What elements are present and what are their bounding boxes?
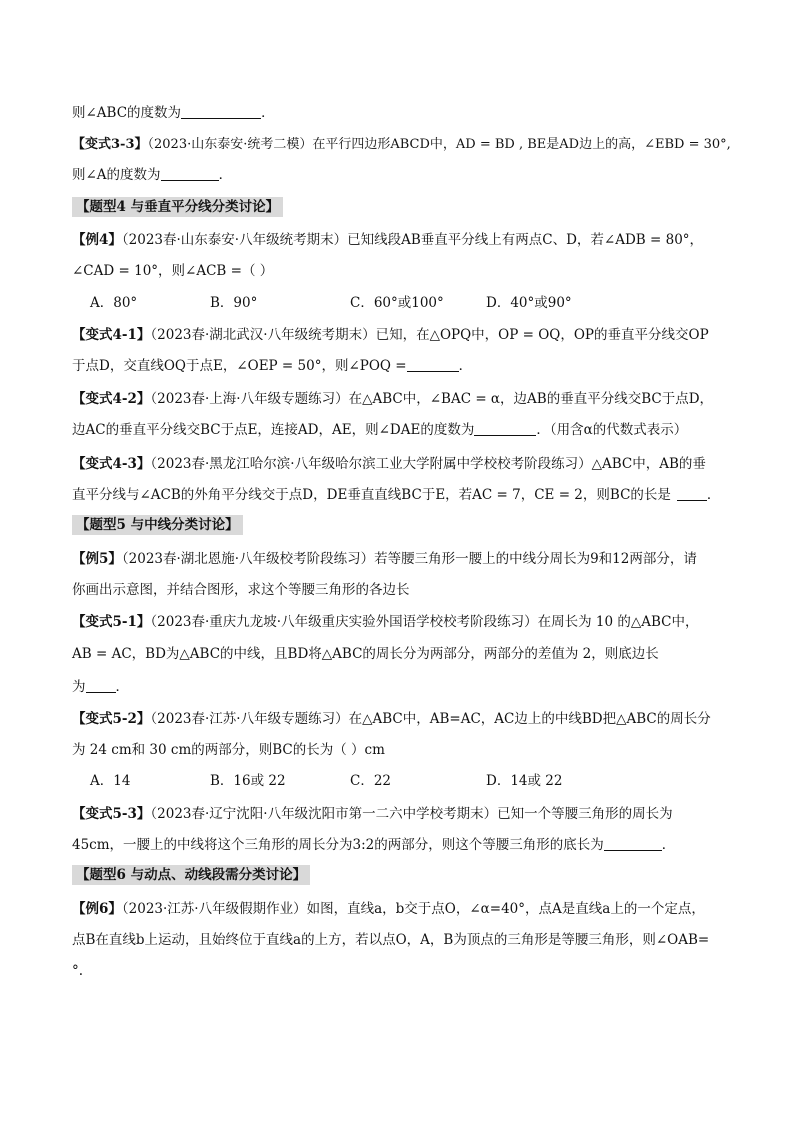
text-line xyxy=(72,581,732,599)
answer-blank xyxy=(407,357,459,372)
line-text: （2023春·湖北武汉·八年级统考期末）已知，在△OPQ中，OP = OQ，OP的垂直平分线交OP xyxy=(150,327,709,343)
question-variant-3-3 xyxy=(72,136,732,154)
option-c: C．22 xyxy=(350,773,392,789)
line-text: （2023春·江苏·八年级专题练习）在△ABC中，AB=AC，AC边上的中线BD把△ABC的周长分 xyxy=(150,711,711,727)
text-line: 于点D，交直线OQ于点E，∠OEP = 50°，则∠POQ = ． xyxy=(72,358,473,374)
question-tag: 【例4】 xyxy=(72,232,122,248)
section-header-type-6: 【题型6 与动点、动线段需分类讨论】 xyxy=(72,865,310,885)
line-text: 则∠ABC的度数为 xyxy=(72,105,182,121)
line-text: （2023春·湖北恩施·八年级校考阶段练习）若等腰三角形一腰上的中线分周长为9和12两部分，请 xyxy=(121,551,697,567)
line-text: 则∠A的度数为 xyxy=(72,167,161,183)
question-variant-5-3 xyxy=(72,805,732,823)
question-tag: 【变式5-1】 xyxy=(72,614,151,630)
line-text: （2023春·重庆九龙坡·八年级重庆实验外国语学校校考阶段练习）在周长为 10 的△ABC中， xyxy=(150,614,699,630)
text-line: 则∠ABC的度数为 ． xyxy=(72,105,275,121)
line-text: ．（用含α的代数式表示） xyxy=(536,422,688,438)
text-line xyxy=(72,645,732,663)
question-tag: 【变式5-2】 xyxy=(72,711,151,727)
question-tag: 【变式3-3】 xyxy=(72,137,148,152)
question-variant-4-3 xyxy=(72,455,732,473)
line-text: 点B在直线b上运动，且始终位于直线a的上方，若以点O，A，B为顶点的三角形是等腰三角形，则∠OAB= xyxy=(72,932,710,948)
line-text: AB = AC，BD为△ABC的中线，且BD将△ABC的周长分为两部分，两部分的差值为 2，则底边长 xyxy=(72,646,659,662)
text-line xyxy=(72,262,732,280)
option-a: A．80° xyxy=(90,295,138,311)
question-variant-5-2 xyxy=(72,710,732,728)
line-text: （2023·山东泰安·统考二模）在平行四边形ABCD中，AD = BD , BE是AD边上的高，∠EBD = 30°, xyxy=(147,137,731,152)
line-text: 为 24 cm和 30 cm的两部分，则BC的长为（ ）cm xyxy=(72,742,385,758)
text-line: 为 ． xyxy=(72,679,129,695)
text-line: 则∠A的度数为 ． xyxy=(72,167,233,183)
section-header-type-4: 【题型4 与垂直平分线分类讨论】 xyxy=(72,197,283,217)
line-text: （2023春·辽宁沈阳·八年级沈阳市第一二六中学校考期末）已知一个等腰三角形的周长为 xyxy=(150,806,673,822)
answer-blank xyxy=(474,421,536,436)
line-text: （2023春·黑龙江哈尔滨·八年级哈尔滨工业大学附属中学校校考阶段练习）△ABC中，AB的垂 xyxy=(150,456,706,472)
section-header-type-5: 【题型5 与中线分类讨论】 xyxy=(72,515,243,535)
line-text: （2023春·山东泰安·八年级统考期末）已知线段AB垂直平分线上有两点C、D，若∠ADB = 80°， xyxy=(121,232,704,248)
line-text: （2023·江苏·八年级假期作业）如图，直线a，b交于点O，∠α=40°，点A是直线a上的一个定点， xyxy=(121,901,705,917)
answer-blank xyxy=(181,104,261,119)
line-text: 边AC的垂直平分线交BC于点E，连接AD，AE，则∠DAE的度数为 xyxy=(72,422,475,438)
line-text: °. xyxy=(72,963,84,979)
line-text: 为 xyxy=(72,679,86,695)
question-tag: 【变式5-3】 xyxy=(72,806,151,822)
option-b: B．16或 22 xyxy=(210,773,286,789)
text-line xyxy=(72,962,732,980)
question-tag: 【例5】 xyxy=(72,551,122,567)
question-tag: 【变式4-2】 xyxy=(72,391,151,407)
question-example-5 xyxy=(72,550,732,568)
question-variant-4-1 xyxy=(72,326,732,344)
question-variant-5-1 xyxy=(72,613,732,631)
option-d: D．40°或90° xyxy=(486,295,572,311)
option-b: B．90° xyxy=(210,295,258,311)
line-text: 45cm，一腰上的中线将这个三角形的周长分为3:2的两部分，则这个等腰三角形的底长为 xyxy=(72,837,604,853)
option-d: D．14或 22 xyxy=(486,773,563,789)
text-line xyxy=(72,931,732,949)
text-line: 45cm，一腰上的中线将这个三角形的周长分为3:2的两部分，则这个等腰三角形的底长为 ． xyxy=(72,837,676,853)
answer-blank xyxy=(161,166,219,181)
question-example-6 xyxy=(72,900,732,918)
answer-blank xyxy=(86,678,116,693)
option-c: C．60°或100° xyxy=(350,295,444,311)
option-a: A．14 xyxy=(90,773,131,789)
question-variant-4-2 xyxy=(72,390,732,408)
line-text: （2023春·上海·八年级专题练习）在△ABC中，∠BAC = α，边AB的垂直平分线交BC于点D， xyxy=(150,391,714,407)
line-text: 你画出示意图，并结合图形，求这个等腰三角形的各边长 xyxy=(72,582,410,598)
question-tag: 【例6】 xyxy=(72,901,122,917)
answer-blank xyxy=(604,836,662,851)
text-line xyxy=(72,421,732,439)
line-text: 于点D，交直线OQ于点E，∠OEP = 50°，则∠POQ = xyxy=(72,358,407,374)
line-text: ∠CAD = 10°，则∠ACB =（ ） xyxy=(72,263,274,279)
answer-blank xyxy=(677,486,707,501)
question-example-4 xyxy=(72,231,732,249)
text-line xyxy=(72,741,732,759)
text-line: 直平分线与∠ACB的外角平分线交于点D，DE垂直直线BC于E，若AC = 7，CE = 2，则BC的长是 ． xyxy=(72,487,721,503)
line-text: 直平分线与∠ACB的外角平分线交于点D，DE垂直直线BC于E，若AC = 7，CE = 2，则BC的长是 xyxy=(72,487,671,503)
question-tag: 【变式4-3】 xyxy=(72,456,151,472)
question-tag: 【变式4-1】 xyxy=(72,327,151,343)
